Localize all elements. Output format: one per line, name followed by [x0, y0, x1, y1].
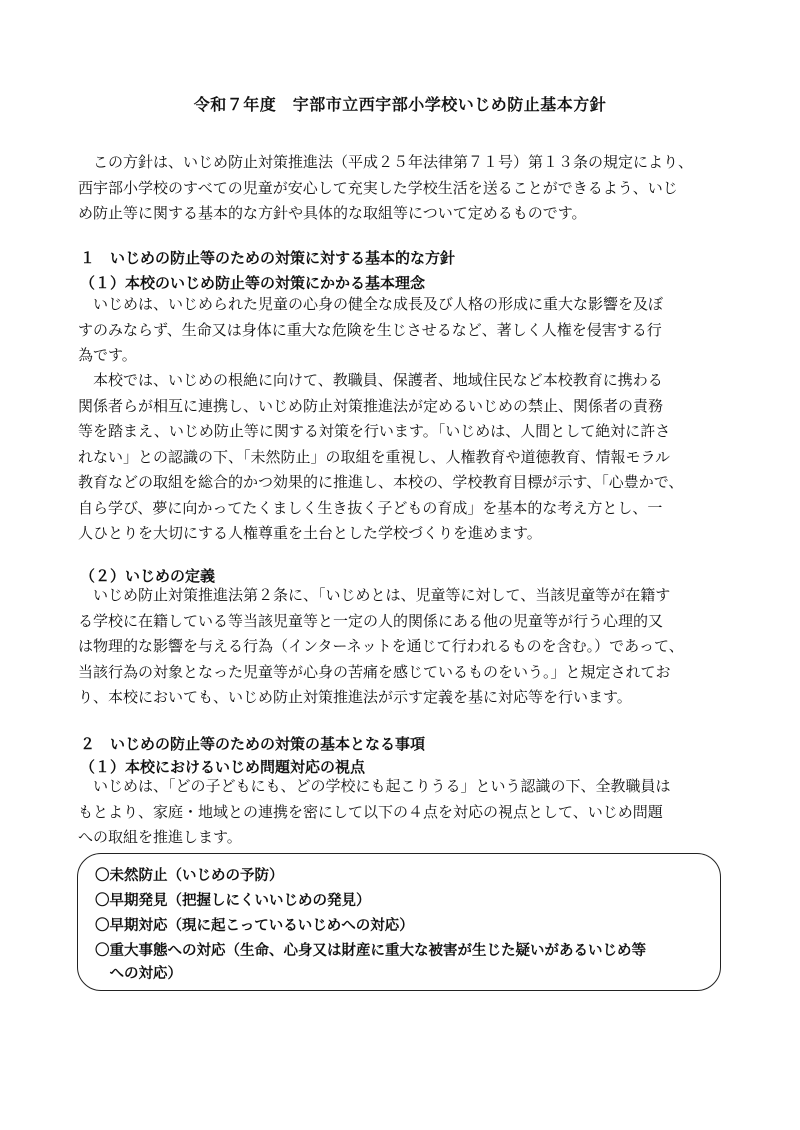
text-line: り、本校においても、いじめ防止対策推進法が示す定義を基に対応等を行います。	[78, 688, 632, 706]
text-line: いじめ防止対策推進法第２条に、「いじめとは、児童等に対して、当該児童等が在籍す	[78, 586, 671, 604]
text-line: もとより、家庭・地域との連携を密にして以下の４点を対応の視点として、いじめ問題	[78, 802, 663, 821]
viewpoint-item: 〇未然防止（いじめの予防）	[95, 868, 284, 884]
text-line: れない」との認識の下、「未然防止」の取組を重視し、人権教育や道徳教育、情報モラル	[78, 447, 671, 466]
section1-sub1-heading: （１）本校のいじめ防止等の対策にかかる基本理念	[80, 274, 426, 292]
intro-line: 西宇部小学校のすべての児童が安心して充実した学校生活を送ることができるよう、いじ	[78, 178, 678, 197]
intro-line: め防止等に関する基本的な方針や具体的な取組等について定めるものです。	[78, 204, 587, 222]
text-line: 当該行為の対象となった児童等が心身の苦痛を感じているものをいう。」と規定されてお	[78, 662, 671, 681]
text-line: 為です。	[78, 346, 137, 364]
text-line: 教育などの取組を総合的かつ効果的に推進し、本校の、学校教育目標が示す、「心豊かで、	[78, 473, 684, 491]
section1-sub1-para1	[78, 292, 718, 369]
section1-sub2-para	[78, 583, 718, 711]
text-line: 関係者らが相互に連携し、いじめ防止対策推進法が定めるいじめの禁止、関係者の責務	[78, 396, 664, 415]
text-line: は物理的な影響を与える行為（インターネットを通じて行われるものを含む。）であって、	[78, 637, 684, 655]
text-line: る学校に在籍している等当該児童等と一定の人的関係にある他の児童等が行う心理的又	[78, 611, 664, 630]
section1-sub2-heading: （２）いじめの定義	[80, 567, 216, 585]
text-line: への取組を推進します。	[78, 828, 242, 846]
viewpoint-item: 〇早期発見（把握しにくいいじめの発見）	[95, 893, 371, 909]
text-line: 自ら学び、夢に向かってたくましく生き抜く子どもの育成」を基本的な考え方とし、一	[78, 498, 663, 517]
viewpoint-item: 〇重大事態への対応（生命、心身又は財産に重大な被害が生じた疑いがあるいじめ等	[95, 943, 646, 959]
text-line: 人ひとりを大切にする人権尊重を土台とした学校づくりを進めます。	[78, 524, 542, 542]
intro-line: この方針は、いじめ防止対策推進法（平成２５年法律第７１号）第１３条の規定により、	[78, 153, 694, 171]
section2-heading: ２ いじめの防止等のための対策の基本となる事項	[80, 735, 426, 753]
section1-sub1-para2	[78, 368, 718, 547]
text-line: すのみならず、生命又は身体に重大な危険を生じさせるなど、著しく人権を侵害する行	[78, 320, 662, 339]
viewpoint-item: 〇早期対応（現に起こっているいじめへの対応）	[95, 918, 414, 934]
viewpoint-item: への対応）	[95, 966, 182, 982]
section2-sub1-heading: （１）本校におけるいじめ問題対応の視点	[80, 758, 366, 776]
text-line: 等を踏まえ、いじめ防止等に関する対策を行います。「いじめは、人間として絶対に許さ	[78, 422, 671, 440]
text-line: いじめは、「どの子どもにも、どの学校にも起こりうる」という認識の下、全教職員は	[78, 777, 671, 795]
text-line: 本校では、いじめの根絶に向けて、教職員、保護者、地域住民など本校教育に携わる	[78, 371, 663, 389]
section1-heading: １ いじめの防止等のための対策に対する基本的な方針	[80, 249, 456, 267]
text-line: いじめは、いじめられた児童の心身の健全な成長及び人格の形成に重大な影響を及ぼ	[78, 295, 664, 313]
intro-paragraph	[78, 150, 718, 227]
page-title: 令和７年度 宇部市立西宇部小学校いじめ防止基本方針	[193, 95, 607, 114]
section2-sub1-para	[78, 774, 718, 851]
